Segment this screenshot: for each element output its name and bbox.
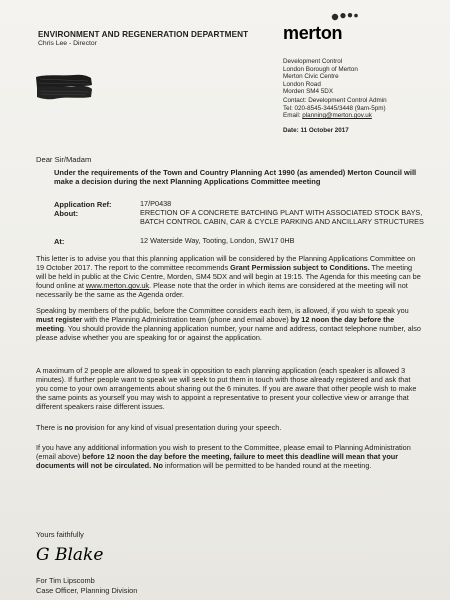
address-line: London Borough of Merton: [283, 65, 358, 73]
department-title: ENVIRONMENT AND REGENERATION DEPARTMENT: [38, 30, 249, 39]
address-line: Merton Civic Centre: [283, 73, 339, 81]
p4-text: provision for any kind of visual presentation during your speech.: [73, 423, 282, 432]
speaking-paragraph: [36, 306, 424, 342]
p4-text: There is: [36, 423, 65, 432]
p4-emphasis: no: [64, 423, 74, 432]
about-label: About:: [54, 209, 79, 218]
speakers-paragraph: A maximum of 2 people are allowed to speak in opposition to each planning application (each speaker is allowed 3 minutes). If further people want to speak we will seek to put them in touch with those already registered and ask that you come to your own arrangements about sharing out the 6 minutes. If you are aware that other people wish to make the same points as yourself you may wish to appoint a representative to present your collective view or arrange that different speakers raise different issues.: [36, 366, 417, 412]
application-ref-value: 17/P0438: [140, 199, 172, 208]
at-label: At:: [54, 237, 65, 246]
p2-deadline: by 12 noon the day before the meeting: [36, 315, 395, 334]
office-address: [283, 58, 358, 96]
about-value: ERECTION OF A CONCRETE BATCHING PLANT WITH ASSOCIATED STOCK BAYS, BATCH CONTROL CABIN, CAR & CYCLE PARKING AND ANCILLARY STRUCTURES: [140, 208, 424, 226]
p1-recommendation: Grant Permission subject to Conditions.: [230, 263, 370, 273]
intro-paragraph: Under the requirements of the Town and Country Planning Act 1990 (as amended) Merton Council will make a decision during the next Planning Applications Committee meeting: [54, 168, 417, 187]
signatory-name: For Tim Lipscomb: [36, 576, 95, 585]
p5-emphasis: No: [153, 461, 163, 471]
contact-name: Contact: Development Control Admin: [283, 97, 387, 104]
signature-text: G Blake: [36, 545, 104, 565]
address-line: London Road: [283, 80, 321, 88]
presentation-paragraph: [36, 423, 424, 432]
director-name: Chris Lee - Director: [38, 40, 97, 47]
redacted-recipient-address: [34, 73, 94, 101]
email-link[interactable]: planning@merton.gov.uk: [302, 112, 372, 120]
contact-block: [283, 97, 387, 120]
logo-wordmark: merton: [283, 23, 343, 43]
contact-phone: Tel: 020-8545-3445/3448 (9am-5pm): [283, 104, 386, 112]
merton-logo-graphic: [283, 12, 383, 50]
email-label: Email:: [283, 112, 303, 120]
p5-text: If you have any additional information you wish to present to the Committee, please email to Planning Administration (email above): [36, 443, 411, 462]
handwritten-signature: [36, 540, 106, 566]
p5-text: information will be permitted to be handed round at the meeting.: [162, 461, 372, 471]
p2-text: . You should provide the planning application number, your name and address, contact telephone number, also please advise whether you are speaking for or against the application.: [36, 324, 421, 343]
signatory-role: Case Officer, Planning Division: [36, 586, 138, 595]
p2-emphasis: must register: [36, 315, 83, 325]
p5-deadline: before 12 noon the day before the meeting, failure to meet this deadline will mean that your documents will not be circulated.: [36, 452, 399, 471]
at-value: 12 Waterside Way, Tooting, London, SW17 0HB: [140, 236, 295, 245]
application-ref-label: Application Ref:: [54, 200, 112, 209]
contact-email-row: [283, 112, 387, 120]
p1-text: This letter is to advise you that this planning application will be considered by the Planning Applications Committee on 19 October 2017. The report to the committee recommends: [36, 254, 416, 273]
committee-paragraph: [36, 254, 424, 299]
p1-text: . Please note that the order in which items are considered at the meeting will not necessarily be the same as the Agenda order.: [36, 281, 408, 300]
closing-phrase: Yours faithfully: [36, 530, 84, 539]
documents-paragraph: [36, 443, 424, 470]
merton-logo: [283, 12, 383, 50]
address-line: Morden SM4 5DX: [283, 88, 334, 96]
address-line: Development Control: [283, 58, 343, 65]
p2-text: Speaking by members of the public, before the Committee considers each item, is allowed, if you wish to speak you: [36, 306, 409, 315]
p1-text: The meeting will be held in public at the Civic Centre, Morden, SM4 5DX and will begin at 19:15. The Agenda for this meeting can be found online at: [36, 263, 421, 291]
letter-date: Date: 11 October 2017: [283, 127, 349, 134]
website-link[interactable]: www.merton.gov.uk: [85, 281, 150, 291]
p2-text: with the Planning Administration team (phone and email above): [82, 315, 291, 325]
salutation: Dear Sir/Madam: [36, 155, 92, 164]
